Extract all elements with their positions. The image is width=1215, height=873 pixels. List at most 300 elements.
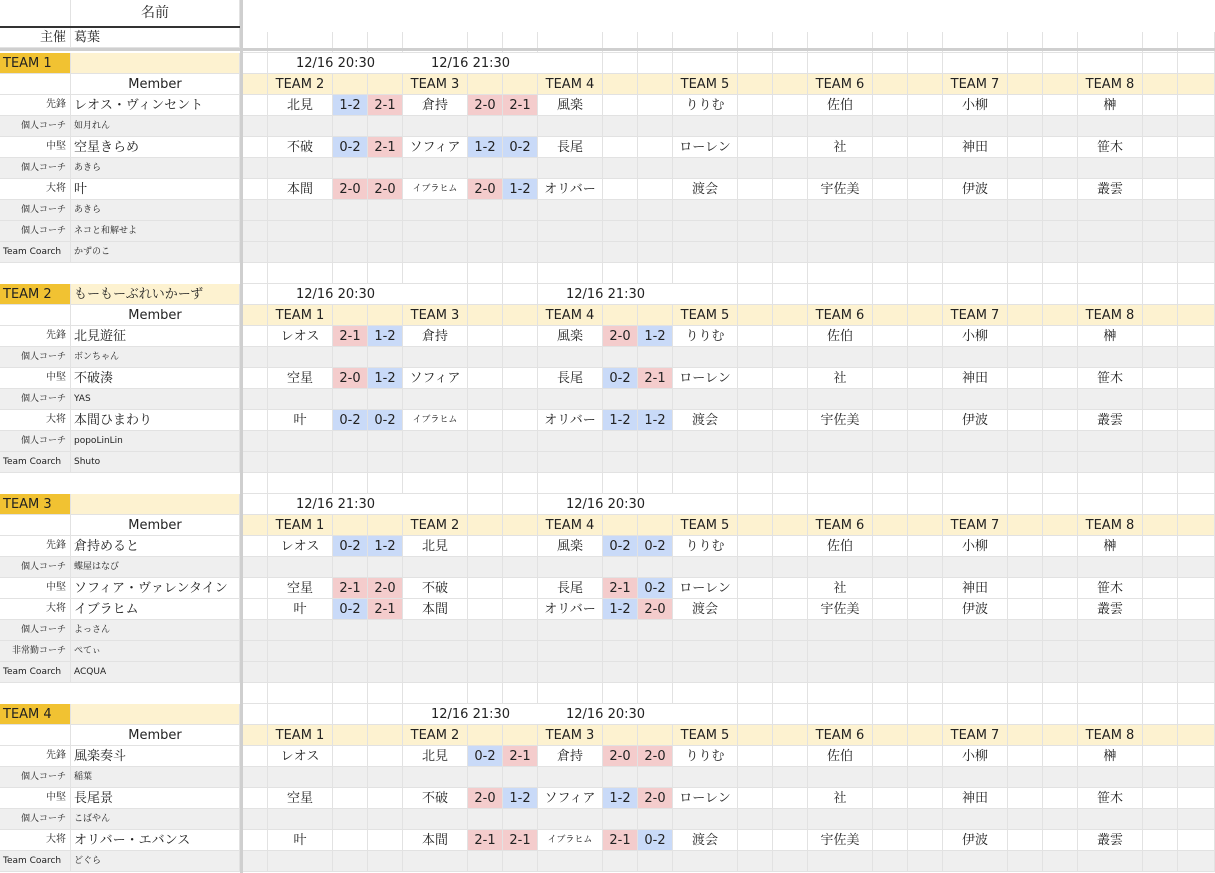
grid-cell[interactable]: [1078, 494, 1143, 515]
grid-cell[interactable]: [468, 242, 503, 263]
opponent-player[interactable]: オリバー: [538, 599, 603, 620]
match-score[interactable]: 2-0: [333, 179, 368, 200]
grid-cell[interactable]: [1178, 599, 1215, 620]
grid-cell[interactable]: [1143, 431, 1178, 452]
grid-cell[interactable]: [603, 263, 638, 284]
grid-cell[interactable]: [368, 557, 403, 578]
grid-cell[interactable]: [1043, 179, 1078, 200]
grid-cell[interactable]: [403, 494, 468, 515]
grid-cell[interactable]: [468, 578, 503, 599]
grid-cell[interactable]: [673, 158, 738, 179]
grid-cell[interactable]: [403, 263, 468, 284]
opponent-player[interactable]: 社: [808, 368, 873, 389]
grid-cell[interactable]: [368, 242, 403, 263]
grid-cell[interactable]: [943, 641, 1008, 662]
grid-cell[interactable]: [1008, 851, 1043, 872]
opponent-player[interactable]: イブラヒム: [538, 830, 603, 851]
grid-cell[interactable]: [1008, 389, 1043, 410]
grid-cell[interactable]: [243, 599, 268, 620]
grid-cell[interactable]: [1178, 389, 1215, 410]
grid-cell[interactable]: [468, 284, 503, 305]
grid-cell[interactable]: [908, 221, 943, 242]
player-name[interactable]: 本間ひまわり: [71, 410, 240, 431]
grid-cell[interactable]: [908, 200, 943, 221]
grid-cell[interactable]: [1043, 473, 1078, 494]
role-label[interactable]: 大将: [0, 599, 71, 620]
grid-cell[interactable]: [908, 620, 943, 641]
grid-cell[interactable]: [873, 431, 908, 452]
grid-cell[interactable]: [908, 263, 943, 284]
grid-cell[interactable]: [1178, 830, 1215, 851]
player-name[interactable]: 北見遊征: [71, 326, 240, 347]
grid-cell[interactable]: [403, 158, 468, 179]
opponent-team-header[interactable]: TEAM 8: [1078, 74, 1143, 95]
grid-cell[interactable]: [808, 242, 873, 263]
grid-cell[interactable]: [908, 599, 943, 620]
grid-cell[interactable]: [738, 851, 773, 872]
grid-cell[interactable]: [1143, 536, 1178, 557]
grid-cell[interactable]: [738, 683, 773, 704]
grid-cell[interactable]: [403, 809, 468, 830]
grid-cell[interactable]: [773, 221, 808, 242]
grid-cell[interactable]: [1178, 851, 1215, 872]
match-score[interactable]: 2-1: [503, 95, 538, 116]
grid-cell[interactable]: [873, 242, 908, 263]
grid-cell[interactable]: [1008, 116, 1043, 137]
staff-role-label[interactable]: 個人コーチ: [0, 158, 71, 179]
grid-cell[interactable]: [1143, 53, 1178, 74]
grid-cell[interactable]: [773, 494, 808, 515]
player-name[interactable]: 空星きらめ: [71, 137, 240, 158]
grid-cell[interactable]: [243, 809, 268, 830]
grid-cell[interactable]: [638, 221, 673, 242]
grid-cell[interactable]: [673, 662, 738, 683]
grid-cell[interactable]: [808, 158, 873, 179]
opponent-player[interactable]: レオス: [268, 536, 333, 557]
opponent-player[interactable]: りりむ: [673, 746, 738, 767]
opponent-player[interactable]: 榊: [1078, 326, 1143, 347]
grid-cell[interactable]: [503, 347, 538, 368]
grid-cell[interactable]: [468, 116, 503, 137]
grid-cell[interactable]: [243, 641, 268, 662]
opponent-player[interactable]: 本間: [403, 830, 468, 851]
grid-cell[interactable]: [1143, 137, 1178, 158]
grid-cell[interactable]: [468, 452, 503, 473]
grid-cell[interactable]: [468, 221, 503, 242]
staff-name[interactable]: よっさん: [71, 620, 240, 641]
grid-cell[interactable]: [1078, 158, 1143, 179]
grid-cell[interactable]: [773, 53, 808, 74]
grid-cell[interactable]: [243, 53, 268, 74]
grid-cell[interactable]: [1043, 557, 1078, 578]
header-blank-cell[interactable]: [0, 0, 71, 27]
opponent-player[interactable]: 社: [808, 578, 873, 599]
grid-cell[interactable]: [1178, 326, 1215, 347]
grid-cell[interactable]: [673, 557, 738, 578]
opponent-team-header[interactable]: TEAM 1: [268, 725, 333, 746]
staff-name[interactable]: ACQUA: [71, 662, 240, 683]
grid-cell[interactable]: [603, 662, 638, 683]
grid-cell[interactable]: [503, 767, 538, 788]
grid-cell[interactable]: [503, 452, 538, 473]
grid-cell[interactable]: [1043, 347, 1078, 368]
grid-cell[interactable]: [1078, 284, 1143, 305]
grid-cell[interactable]: [1178, 305, 1215, 326]
grid-cell[interactable]: [243, 536, 268, 557]
grid-cell[interactable]: [503, 620, 538, 641]
grid-cell[interactable]: [773, 431, 808, 452]
grid-cell[interactable]: [738, 494, 773, 515]
grid-cell[interactable]: [243, 179, 268, 200]
opponent-player[interactable]: りりむ: [673, 536, 738, 557]
opponent-player[interactable]: 叶: [268, 830, 333, 851]
grid-cell[interactable]: [468, 326, 503, 347]
match-score[interactable]: 1-2: [468, 137, 503, 158]
grid-cell[interactable]: [808, 494, 873, 515]
grid-cell[interactable]: [808, 767, 873, 788]
grid-cell[interactable]: [368, 620, 403, 641]
grid-cell[interactable]: [1178, 620, 1215, 641]
grid-cell[interactable]: [873, 704, 908, 725]
grid-cell[interactable]: [1143, 683, 1178, 704]
grid-cell[interactable]: [333, 809, 368, 830]
opponent-player[interactable]: 長尾: [538, 368, 603, 389]
grid-cell[interactable]: [908, 95, 943, 116]
player-name[interactable]: 倉持めると: [71, 536, 240, 557]
role-label[interactable]: 先鋒: [0, 536, 71, 557]
grid-cell[interactable]: [873, 788, 908, 809]
grid-cell[interactable]: [503, 116, 538, 137]
grid-cell[interactable]: [1043, 242, 1078, 263]
opponent-player[interactable]: 渡会: [673, 830, 738, 851]
opponent-player[interactable]: 風楽: [538, 326, 603, 347]
grid-cell[interactable]: [603, 452, 638, 473]
grid-cell[interactable]: [1178, 410, 1215, 431]
opponent-player[interactable]: 榊: [1078, 746, 1143, 767]
match-score[interactable]: 1-2: [603, 599, 638, 620]
grid-cell[interactable]: [773, 725, 808, 746]
grid-cell[interactable]: [908, 809, 943, 830]
grid-cell[interactable]: [908, 494, 943, 515]
match-score[interactable]: 2-0: [368, 179, 403, 200]
opponent-player[interactable]: 本間: [268, 179, 333, 200]
grid-cell[interactable]: [268, 389, 333, 410]
grid-cell[interactable]: [808, 641, 873, 662]
grid-cell[interactable]: [673, 242, 738, 263]
opponent-player[interactable]: 榊: [1078, 536, 1143, 557]
grid-cell[interactable]: [243, 494, 268, 515]
grid-cell[interactable]: [808, 683, 873, 704]
grid-cell[interactable]: [1143, 116, 1178, 137]
staff-role-label[interactable]: 個人コーチ: [0, 809, 71, 830]
grid-cell[interactable]: [538, 641, 603, 662]
match-score[interactable]: 2-1: [503, 830, 538, 851]
grid-cell[interactable]: [1008, 620, 1043, 641]
grid-cell[interactable]: [1178, 431, 1215, 452]
grid-cell[interactable]: [1043, 263, 1078, 284]
member-header-blank[interactable]: [0, 305, 71, 326]
grid-cell[interactable]: [1078, 431, 1143, 452]
grid-cell[interactable]: [368, 725, 403, 746]
staff-role-label[interactable]: 個人コーチ: [0, 557, 71, 578]
grid-cell[interactable]: [908, 74, 943, 95]
grid-cell[interactable]: [403, 557, 468, 578]
grid-cell[interactable]: [808, 452, 873, 473]
opponent-player[interactable]: 小柳: [943, 746, 1008, 767]
grid-cell[interactable]: [243, 662, 268, 683]
grid-cell[interactable]: [1178, 221, 1215, 242]
grid-cell[interactable]: [908, 830, 943, 851]
team-name[interactable]: [71, 494, 240, 515]
opponent-player[interactable]: 長尾: [538, 137, 603, 158]
grid-cell[interactable]: [638, 389, 673, 410]
grid-cell[interactable]: [908, 452, 943, 473]
host-value[interactable]: 葛葉: [71, 27, 240, 48]
grid-cell[interactable]: [873, 389, 908, 410]
opponent-team-header[interactable]: TEAM 6: [808, 305, 873, 326]
staff-name[interactable]: ネコと和解せよ: [71, 221, 240, 242]
grid-cell[interactable]: [873, 284, 908, 305]
grid-cell[interactable]: [468, 515, 503, 536]
grid-cell[interactable]: [1008, 725, 1043, 746]
grid-cell[interactable]: [873, 326, 908, 347]
grid-cell[interactable]: [773, 683, 808, 704]
opponent-player[interactable]: 北見: [403, 536, 468, 557]
grid-cell[interactable]: [908, 725, 943, 746]
grid-cell[interactable]: [1008, 788, 1043, 809]
grid-cell[interactable]: [673, 263, 738, 284]
grid-cell[interactable]: [773, 116, 808, 137]
grid-cell[interactable]: [603, 74, 638, 95]
opponent-player[interactable]: 倉持: [403, 95, 468, 116]
grid-cell[interactable]: [908, 746, 943, 767]
grid-cell[interactable]: [873, 347, 908, 368]
grid-cell[interactable]: [333, 662, 368, 683]
grid-cell[interactable]: [673, 200, 738, 221]
grid-cell[interactable]: [1078, 557, 1143, 578]
grid-cell[interactable]: [1178, 116, 1215, 137]
staff-name[interactable]: どぐら: [71, 851, 240, 872]
match-score[interactable]: 0-2: [333, 599, 368, 620]
grid-cell[interactable]: [873, 473, 908, 494]
match-score[interactable]: 2-0: [638, 788, 673, 809]
grid-cell[interactable]: [673, 452, 738, 473]
grid-cell[interactable]: [908, 326, 943, 347]
grid-cell[interactable]: [333, 263, 368, 284]
grid-cell[interactable]: [403, 116, 468, 137]
grid-cell[interactable]: [368, 74, 403, 95]
match-score[interactable]: 1-2: [638, 326, 673, 347]
grid-cell[interactable]: [603, 53, 638, 74]
grid-cell[interactable]: [503, 599, 538, 620]
match-datetime[interactable]: 12/16 21:30: [403, 704, 538, 725]
match-score[interactable]: 1-2: [368, 536, 403, 557]
role-label[interactable]: 大将: [0, 179, 71, 200]
grid-cell[interactable]: [243, 158, 268, 179]
grid-cell[interactable]: [1008, 179, 1043, 200]
grid-cell[interactable]: [638, 179, 673, 200]
grid-cell[interactable]: [773, 473, 808, 494]
grid-cell[interactable]: [908, 431, 943, 452]
grid-cell[interactable]: [368, 851, 403, 872]
grid-cell[interactable]: [1043, 200, 1078, 221]
opponent-team-header[interactable]: TEAM 6: [808, 515, 873, 536]
grid-cell[interactable]: [773, 389, 808, 410]
match-score[interactable]: 0-2: [638, 536, 673, 557]
grid-cell[interactable]: [873, 305, 908, 326]
grid-cell[interactable]: [873, 116, 908, 137]
grid-cell[interactable]: [908, 242, 943, 263]
grid-cell[interactable]: [738, 767, 773, 788]
grid-cell[interactable]: [1043, 368, 1078, 389]
opponent-player[interactable]: 不破: [403, 578, 468, 599]
grid-cell[interactable]: [873, 536, 908, 557]
grid-cell[interactable]: [503, 536, 538, 557]
grid-cell[interactable]: [738, 431, 773, 452]
match-score[interactable]: 0-2: [333, 536, 368, 557]
grid-cell[interactable]: [468, 725, 503, 746]
grid-cell[interactable]: [773, 242, 808, 263]
grid-cell[interactable]: [403, 431, 468, 452]
grid-cell[interactable]: [738, 473, 773, 494]
grid-cell[interactable]: [1143, 662, 1178, 683]
grid-cell[interactable]: [673, 347, 738, 368]
player-name[interactable]: 風楽奏斗: [71, 746, 240, 767]
member-header-blank[interactable]: [0, 725, 71, 746]
grid-cell[interactable]: [468, 683, 503, 704]
grid-cell[interactable]: [1008, 494, 1043, 515]
grid-cell[interactable]: [908, 788, 943, 809]
grid-cell[interactable]: [1043, 536, 1078, 557]
grid-cell[interactable]: [333, 830, 368, 851]
grid-cell[interactable]: [1178, 53, 1215, 74]
grid-cell[interactable]: [333, 158, 368, 179]
grid-cell[interactable]: [943, 662, 1008, 683]
grid-cell[interactable]: [538, 683, 603, 704]
match-score[interactable]: 2-1: [333, 578, 368, 599]
match-score[interactable]: 2-1: [603, 578, 638, 599]
grid-cell[interactable]: [333, 620, 368, 641]
grid-cell[interactable]: [243, 95, 268, 116]
grid-cell[interactable]: [1008, 683, 1043, 704]
grid-cell[interactable]: [738, 599, 773, 620]
staff-name[interactable]: YAS: [71, 389, 240, 410]
staff-name[interactable]: あきら: [71, 158, 240, 179]
grid-cell[interactable]: [603, 431, 638, 452]
grid-cell[interactable]: [243, 620, 268, 641]
grid-cell[interactable]: [908, 158, 943, 179]
opponent-player[interactable]: ローレン: [673, 788, 738, 809]
grid-cell[interactable]: [243, 200, 268, 221]
grid-cell[interactable]: [403, 284, 468, 305]
grid-cell[interactable]: [943, 452, 1008, 473]
opponent-player[interactable]: 小柳: [943, 536, 1008, 557]
grid-cell[interactable]: [808, 809, 873, 830]
grid-cell[interactable]: [603, 767, 638, 788]
grid-cell[interactable]: [268, 767, 333, 788]
grid-cell[interactable]: [333, 116, 368, 137]
grid-cell[interactable]: [1008, 347, 1043, 368]
player-name[interactable]: 長尾景: [71, 788, 240, 809]
grid-cell[interactable]: [673, 704, 738, 725]
grid-cell[interactable]: [873, 578, 908, 599]
grid-cell[interactable]: [943, 116, 1008, 137]
opponent-player[interactable]: 笹木: [1078, 788, 1143, 809]
grid-cell[interactable]: [808, 473, 873, 494]
grid-cell[interactable]: [1178, 725, 1215, 746]
grid-cell[interactable]: [738, 620, 773, 641]
grid-cell[interactable]: [673, 473, 738, 494]
grid-cell[interactable]: [333, 725, 368, 746]
grid-cell[interactable]: [638, 242, 673, 263]
grid-cell[interactable]: [1008, 158, 1043, 179]
grid-cell[interactable]: [368, 431, 403, 452]
grid-cell[interactable]: [1143, 473, 1178, 494]
grid-cell[interactable]: [403, 851, 468, 872]
grid-cell[interactable]: [603, 389, 638, 410]
grid-cell[interactable]: [1008, 809, 1043, 830]
match-score[interactable]: 2-1: [503, 746, 538, 767]
grid-cell[interactable]: [333, 221, 368, 242]
grid-cell[interactable]: [1078, 53, 1143, 74]
grid-cell[interactable]: [1078, 683, 1143, 704]
grid-cell[interactable]: [1143, 326, 1178, 347]
grid-cell[interactable]: [368, 347, 403, 368]
grid-cell[interactable]: [333, 788, 368, 809]
grid-cell[interactable]: [368, 200, 403, 221]
grid-cell[interactable]: [908, 410, 943, 431]
opponent-player[interactable]: 北見: [403, 746, 468, 767]
grid-cell[interactable]: [243, 431, 268, 452]
grid-cell[interactable]: [1043, 641, 1078, 662]
grid-cell[interactable]: [908, 557, 943, 578]
grid-cell[interactable]: [1078, 473, 1143, 494]
grid-cell[interactable]: [243, 788, 268, 809]
staff-name[interactable]: こばやん: [71, 809, 240, 830]
opponent-player[interactable]: 伊波: [943, 830, 1008, 851]
grid-cell[interactable]: [243, 74, 268, 95]
opponent-player[interactable]: 不破: [403, 788, 468, 809]
grid-cell[interactable]: [603, 725, 638, 746]
match-score[interactable]: 0-2: [638, 830, 673, 851]
grid-cell[interactable]: [403, 389, 468, 410]
grid-cell[interactable]: [873, 200, 908, 221]
match-score[interactable]: 2-1: [368, 95, 403, 116]
grid-cell[interactable]: [873, 494, 908, 515]
grid-cell[interactable]: [1078, 200, 1143, 221]
grid-cell[interactable]: [1043, 221, 1078, 242]
staff-role-label[interactable]: 個人コーチ: [0, 347, 71, 368]
grid-cell[interactable]: [773, 74, 808, 95]
grid-cell[interactable]: [368, 830, 403, 851]
member-column-header[interactable]: Member: [71, 725, 240, 746]
grid-cell[interactable]: [538, 851, 603, 872]
grid-cell[interactable]: [873, 221, 908, 242]
player-name[interactable]: 叶: [71, 179, 240, 200]
grid-cell[interactable]: [638, 95, 673, 116]
grid-cell[interactable]: [1043, 95, 1078, 116]
opponent-player[interactable]: 伊波: [943, 599, 1008, 620]
opponent-team-header[interactable]: TEAM 8: [1078, 305, 1143, 326]
grid-cell[interactable]: [603, 179, 638, 200]
match-datetime[interactable]: 12/16 21:30: [538, 284, 673, 305]
grid-cell[interactable]: [403, 683, 468, 704]
match-score[interactable]: 2-0: [468, 179, 503, 200]
grid-cell[interactable]: [368, 788, 403, 809]
grid-cell[interactable]: [773, 179, 808, 200]
grid-cell[interactable]: [1178, 473, 1215, 494]
grid-cell[interactable]: [738, 515, 773, 536]
